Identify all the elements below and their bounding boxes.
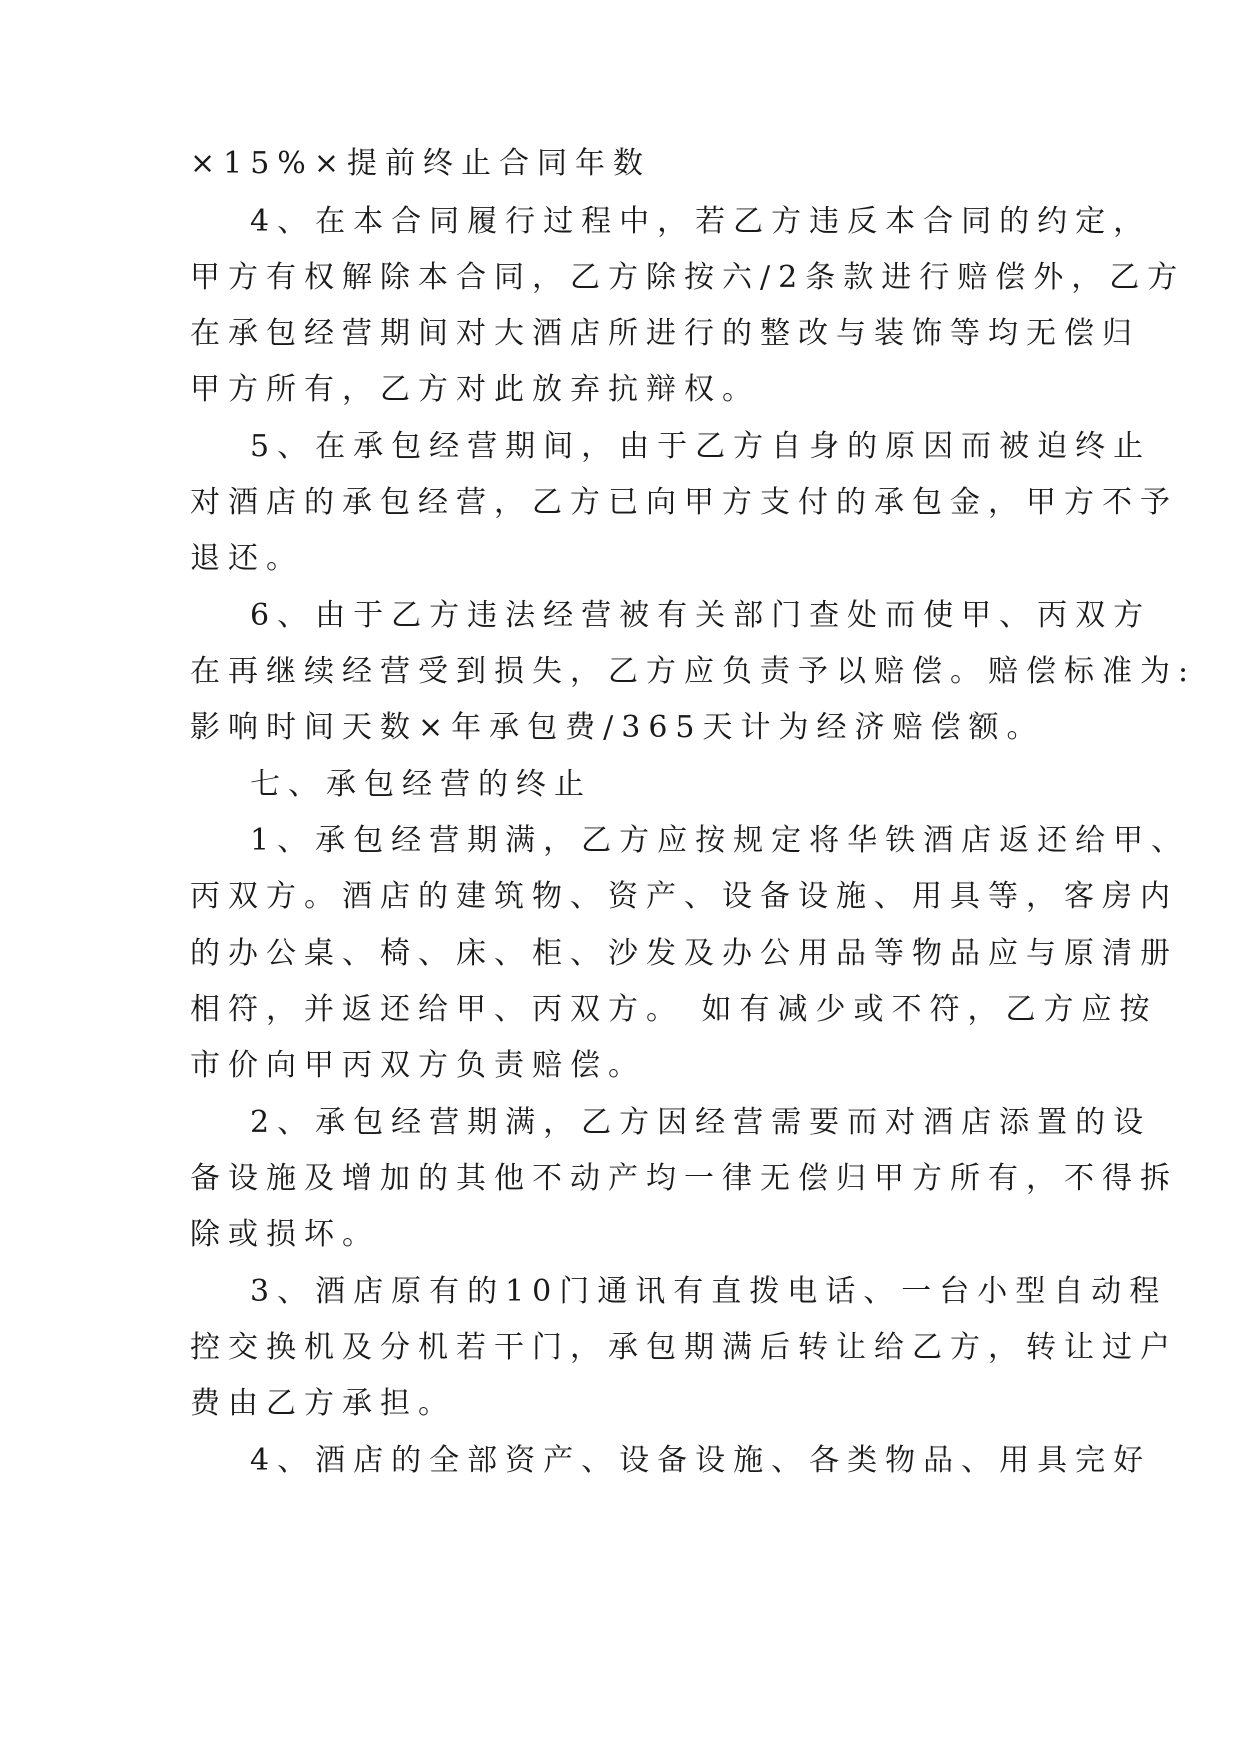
text-line: 4、在本合同履行过程中，若乙方违反本合同的约定， xyxy=(250,204,1152,239)
text-line: ×15%×提前终止合同年数 xyxy=(190,146,651,181)
text-line: 影响时间天数×年承包费/365天计为经济赔偿额。 xyxy=(190,710,1045,745)
text-line: 控交换机及分机若干门，承包期满后转让给乙方，转让过户 xyxy=(190,1330,1178,1365)
text-line: 费由乙方承担。 xyxy=(190,1386,456,1421)
text-line: 4、酒店的全部资产、设备设施、各类物品、用具完好 xyxy=(250,1443,1152,1478)
text-line: 5、在承包经营期间，由于乙方自身的原因而被迫终止 xyxy=(250,429,1152,464)
text-line: 对酒店的承包经营，乙方已向甲方支付的承包金，甲方不予 xyxy=(190,485,1178,520)
text-line: 甲方有权解除本合同，乙方除按六/2条款进行赔偿外，乙方 xyxy=(190,260,1186,295)
text-line: 丙双方。酒店的建筑物、资产、设备设施、用具等，客房内 xyxy=(190,879,1178,914)
section-heading: 七、承包经营的终止 xyxy=(250,767,592,802)
text-line: 除或损坏。 xyxy=(190,1217,380,1252)
text-line: 市价向甲丙双方负责赔偿。 xyxy=(190,1048,646,1083)
text-line: 2、承包经营期满，乙方因经营需要而对酒店添置的设 xyxy=(250,1105,1152,1140)
text-line: 3、酒店原有的10门通讯有直拨电话、一台小型自动程 xyxy=(250,1274,1168,1309)
text-line: 在承包经营期间对大酒店所进行的整改与装饰等均无偿归 xyxy=(190,316,1140,351)
text-line: 在再继续经营受到损失，乙方应负责予以赔偿。赔偿标准为: xyxy=(190,654,1197,689)
text-line: 备设施及增加的其他不动产均一律无偿归甲方所有，不得拆 xyxy=(190,1161,1178,1196)
text-line: 6、由于乙方违法经营被有关部门查处而使甲、丙双方 xyxy=(250,598,1152,633)
text-line: 退还。 xyxy=(190,541,304,576)
text-line: 相符，并返还给甲、丙双方。 如有减少或不符，乙方应按 xyxy=(190,992,1158,1027)
text-line: 的办公桌、椅、床、柜、沙发及办公用品等物品应与原清册 xyxy=(190,936,1178,971)
text-line: 甲方所有，乙方对此放弃抗辩权。 xyxy=(190,372,760,407)
text-line: 1、承包经营期满，乙方应按规定将华铁酒店返还给甲、 xyxy=(250,823,1190,858)
